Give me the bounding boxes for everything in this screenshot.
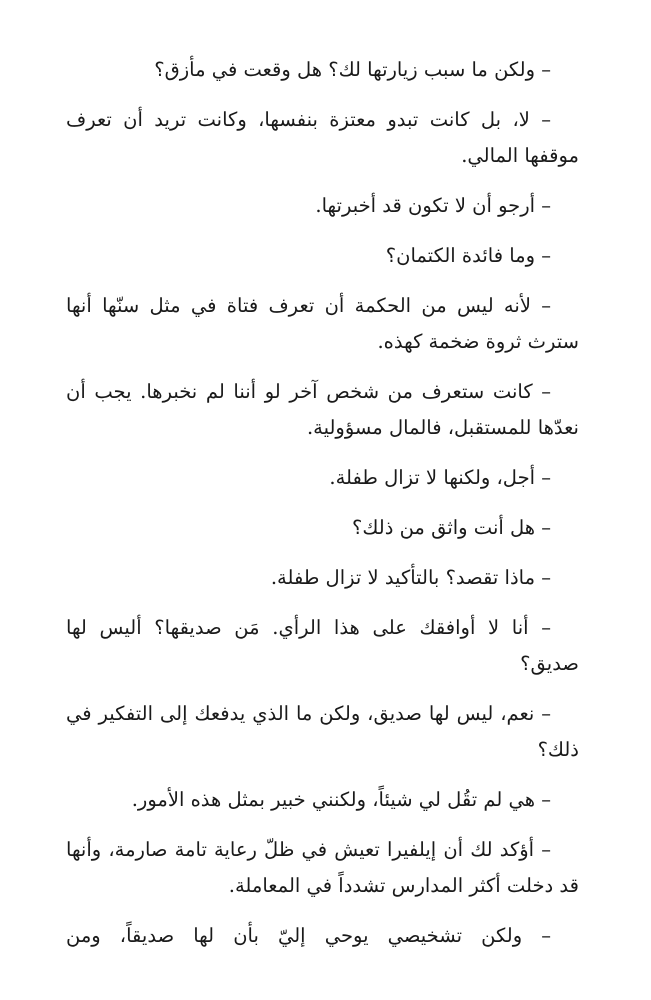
- dialogue-line-9: – ماذا تقصد؟ بالتأكيد لا تزال طفلة.: [270, 566, 551, 589]
- dialogue-line-4: – وما فائدة الكتمان؟: [385, 244, 551, 267]
- dialogue-line-3: – أرجو أن لا تكون قد أخبرتها.: [315, 194, 551, 217]
- dialogue-line-1: – ولكن ما سبب زيارتها لك؟ هل وقعت في مأزق؟: [154, 58, 551, 81]
- dialogue-line-12: – هي لم تقُل لي شيئاً، ولكنني خبير بمثل هذه الأمور.: [131, 788, 551, 811]
- dialogue-line-11: – نعم، ليس لها صديق، ولكن ما الذي يدفعك إلى التفكير في ذلك؟: [66, 702, 579, 761]
- dialogue-line-13: – أؤكد لك أن إيلفيرا تعيش في ظلّ رعاية تامة صارمة، وأنها قد دخلت أكثر المدارس تشدداً في المعاملة.: [66, 838, 579, 897]
- book-page-text: [66, 52, 579, 968]
- dialogue-line-5: – لأنه ليس من الحكمة أن تعرف فتاة في مثل سنّها أنها سترث ثروة ضخمة كهذه.: [66, 294, 579, 353]
- dialogue-line-6: – كانت ستعرف من شخص آخر لو أننا لم نخبرها. يجب أن نعدّها للمستقبل، فالمال مسؤولية.: [66, 380, 579, 439]
- dialogue-line-7: – أجل، ولكنها لا تزال طفلة.: [329, 466, 551, 489]
- dialogue-line-2: – لا، بل كانت تبدو معتزة بنفسها، وكانت تريد أن تعرف موقفها المالي.: [66, 108, 579, 167]
- dialogue-line-8: – هل أنت واثق من ذلك؟: [351, 516, 551, 539]
- dialogue-line-14: – ولكن تشخيصي يوحي إليّ بأن لها صديقاً، ومن: [66, 924, 551, 947]
- dialogue-line-10: – أنا لا أوافقك على هذا الرأي. مَن صديقها؟ أليس لها صديق؟: [66, 616, 579, 675]
